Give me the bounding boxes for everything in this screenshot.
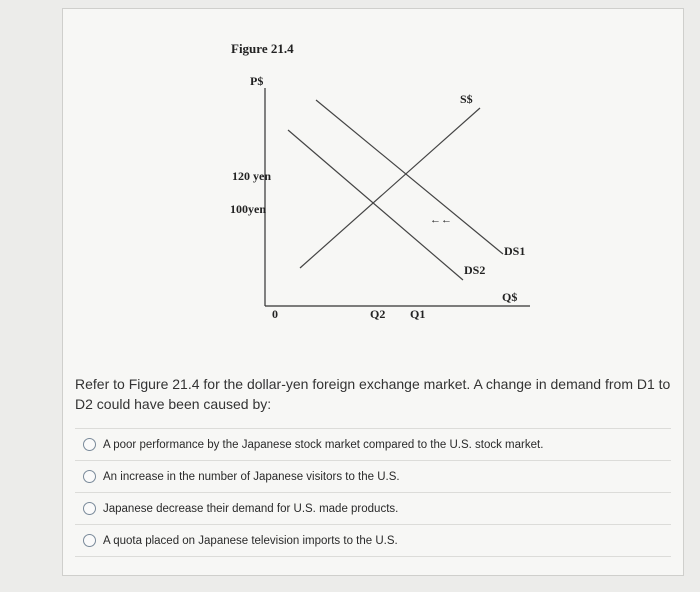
radio-button[interactable] xyxy=(83,438,96,451)
radio-button[interactable] xyxy=(83,534,96,547)
answer-option[interactable] xyxy=(75,460,671,492)
origin-label: 0 xyxy=(272,307,278,321)
exchange-market-diagram xyxy=(208,30,568,350)
price-label-120-yen: 120 yen xyxy=(232,169,271,183)
x-axis-label: Q$ xyxy=(502,290,518,304)
demand-shift-arrow: ←← xyxy=(430,214,452,226)
answer-option[interactable] xyxy=(75,492,671,524)
quantity-label-q2: Q2 xyxy=(370,307,386,321)
supply-label: S$ xyxy=(460,92,473,106)
answer-option-label: Japanese decrease their demand for U.S. made products. xyxy=(103,502,399,515)
answer-option-label: A poor performance by the Japanese stock market compared to the U.S. stock market. xyxy=(103,438,544,451)
demand-label-ds1: DS1 xyxy=(504,244,526,258)
answer-option-label: An increase in the number of Japanese visitors to the U.S. xyxy=(103,470,400,483)
price-label-100-yen: 100yen xyxy=(230,202,266,216)
demand-line-ds1 xyxy=(316,100,503,254)
figure-title: Figure 21.4 xyxy=(231,41,294,56)
demand-line-ds2 xyxy=(288,130,463,280)
answer-option[interactable] xyxy=(75,428,671,460)
quantity-label-q1: Q1 xyxy=(410,307,426,321)
radio-button[interactable] xyxy=(83,470,96,483)
demand-label-ds2: DS2 xyxy=(464,263,486,277)
answer-option[interactable] xyxy=(75,524,671,557)
supply-line xyxy=(300,108,480,268)
radio-button[interactable] xyxy=(83,502,96,515)
answer-option-label: A quota placed on Japanese television imports to the U.S. xyxy=(103,534,398,547)
y-axis-label: P$ xyxy=(250,74,264,88)
answer-options xyxy=(75,428,671,557)
question-text: Refer to Figure 21.4 for the dollar-yen foreign exchange market. A change in demand from D1 to D2 could have been caused by: xyxy=(75,376,671,412)
